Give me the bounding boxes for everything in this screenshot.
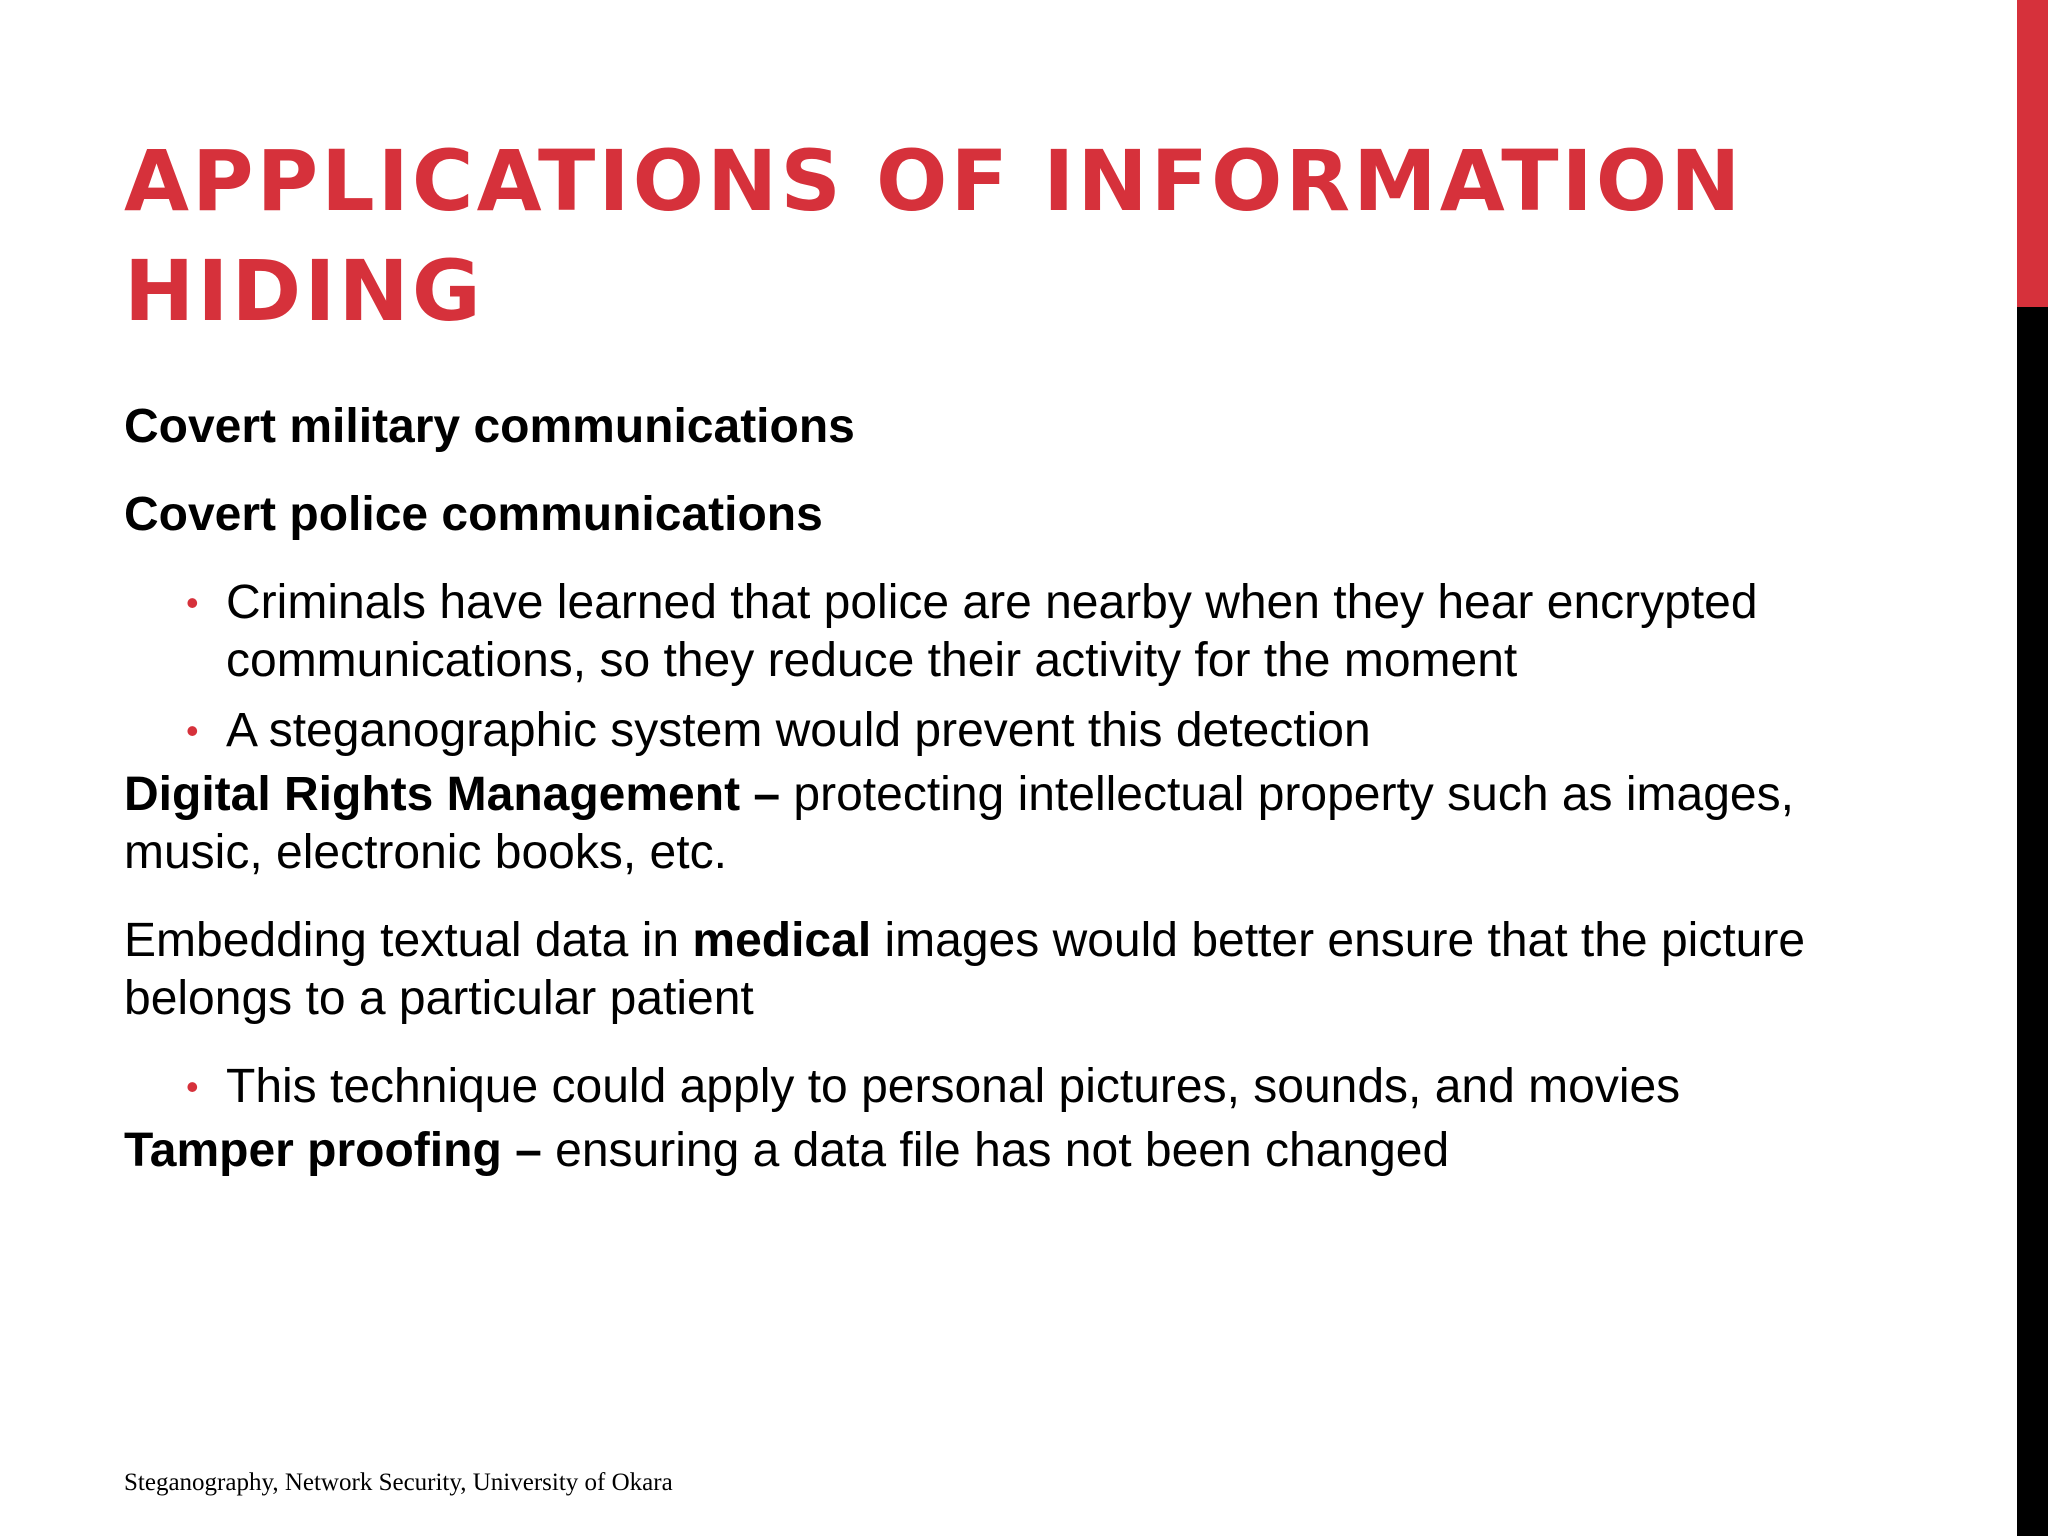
slide-body xyxy=(124,398,1824,1180)
item-military: Covert military communications xyxy=(124,400,855,453)
item-medical-after: images would better ensure that the picture belongs to a particular patient xyxy=(124,914,1806,1025)
police-bullet-list xyxy=(124,574,1824,760)
bullet-icon: • xyxy=(186,1066,199,1107)
item-medical-before: Embedding textual data in xyxy=(124,914,693,967)
item-tamper-heading: Tamper proofing – xyxy=(124,1124,542,1177)
item-drm-heading: Digital Rights Management – xyxy=(124,768,781,821)
bullet-text: A steganographic system would prevent this detection xyxy=(226,704,1371,757)
item-medical xyxy=(124,912,1824,1028)
slide-title: APPLICATIONS OF INFORMATION HIDING xyxy=(124,132,1744,340)
bullet-icon: • xyxy=(186,582,199,623)
bullet-icon: • xyxy=(186,710,199,751)
bullet-text: This technique could apply to personal pictures, sounds, and movies xyxy=(226,1060,1681,1113)
item-tamper xyxy=(124,1122,1824,1180)
item-drm xyxy=(124,766,1824,882)
medical-bullet-list xyxy=(124,1058,1824,1116)
list-item xyxy=(186,1058,1824,1116)
list-item xyxy=(186,574,1824,690)
list-item xyxy=(186,702,1824,760)
sidebar-accent-black xyxy=(2017,307,2048,1536)
sidebar-accent-red xyxy=(2017,0,2048,307)
slide-footer: Steganography, Network Security, University of Okara xyxy=(124,1469,673,1496)
bullet-text: Criminals have learned that police are nearby when they hear encrypted communications, so they reduce their activity for the moment xyxy=(226,576,1758,687)
item-police: Covert police communications xyxy=(124,488,823,541)
item-tamper-text: ensuring a data file has not been changed xyxy=(541,1124,1450,1177)
item-medical-bold: medical xyxy=(692,914,872,967)
item-drm-text: protecting intellectual property such as images, music, electronic books, etc. xyxy=(124,768,1794,879)
